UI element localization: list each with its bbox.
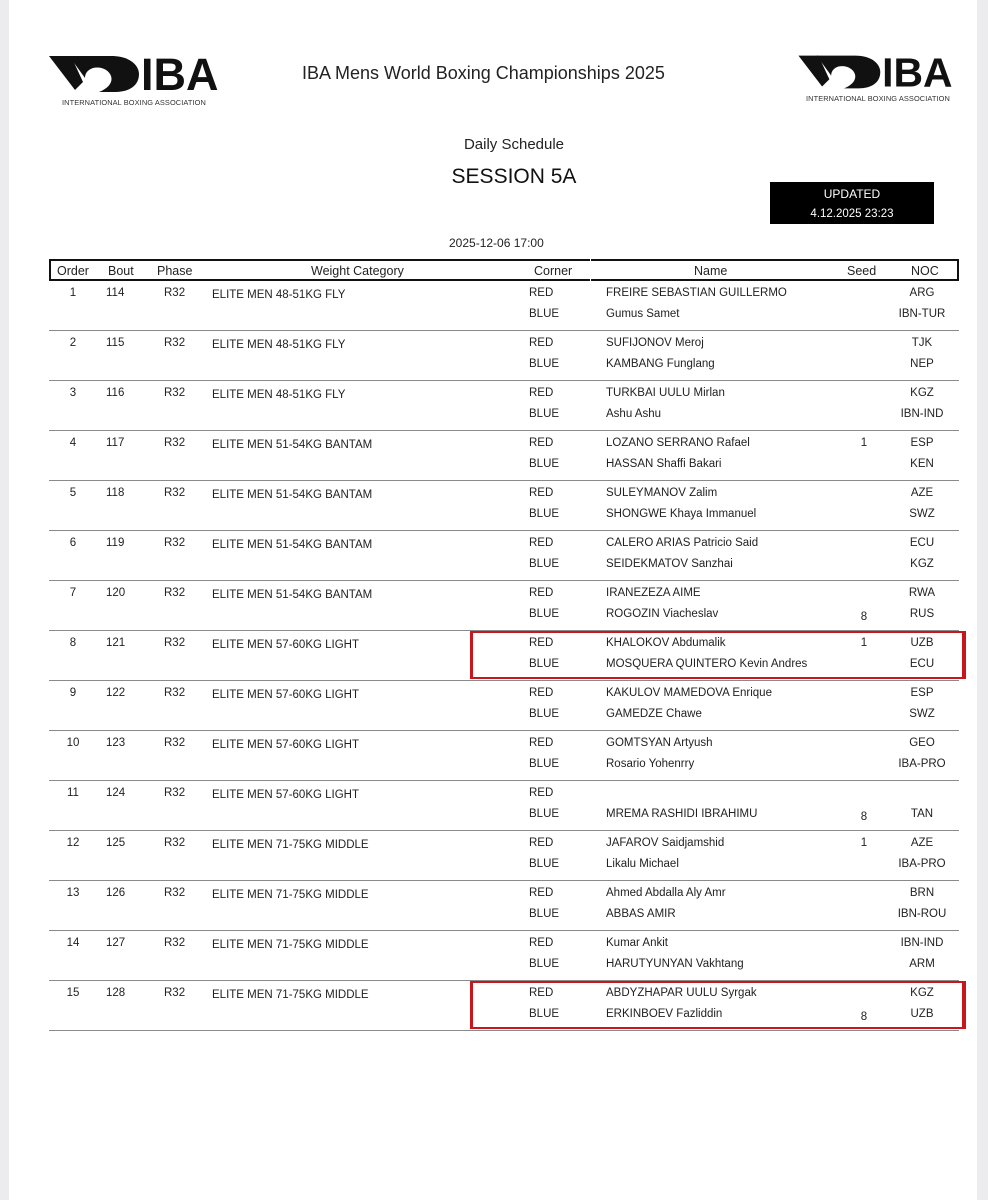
phase-cell: R32	[164, 637, 186, 649]
name-cell: FREIRE SEBASTIAN GUILLERMO	[606, 287, 787, 299]
name-cell: SULEYMANOV Zalim	[606, 487, 718, 499]
corner-cell: RED	[529, 487, 554, 499]
phase-cell: R32	[164, 887, 186, 899]
updated-label: UPDATED	[823, 187, 881, 201]
corner-cell: BLUE	[529, 458, 560, 470]
weight-category-cell: ELITE MEN 71-75KG MIDDLE	[212, 839, 369, 851]
name-cell: ABBAS AMIR	[606, 908, 676, 920]
noc-cell: TAN	[910, 808, 934, 820]
noc-cell: BRN	[909, 887, 935, 899]
noc-cell: ESP	[910, 437, 934, 449]
table-row	[49, 581, 959, 631]
phase-cell: R32	[164, 487, 186, 499]
name-cell: ROGOZIN Viacheslav	[606, 608, 719, 620]
bout-cell: 128	[106, 987, 126, 999]
name-cell: Ashu Ashu	[606, 408, 661, 420]
blue-corner-fighter	[49, 758, 959, 778]
name-cell: Kumar Ankit	[606, 937, 668, 949]
red-corner-fighter	[49, 537, 959, 557]
bout-cell: 120	[106, 587, 126, 599]
column-header-corner: Corner	[534, 264, 573, 278]
iba-emblem-icon	[49, 52, 224, 96]
noc-cell: SWZ	[909, 708, 935, 720]
corner-cell: RED	[529, 337, 554, 349]
corner-cell: RED	[529, 587, 554, 599]
order-cell: 2	[69, 337, 77, 349]
red-corner-fighter	[49, 787, 959, 807]
table-row	[49, 631, 959, 681]
corner-cell: BLUE	[529, 708, 560, 720]
order-cell: 11	[67, 787, 79, 799]
table-row	[49, 931, 959, 981]
corner-cell: RED	[529, 987, 554, 999]
weight-category-cell: ELITE MEN 57-60KG LIGHT	[212, 689, 359, 701]
bout-cell: 116	[106, 387, 125, 399]
corner-cell: BLUE	[529, 508, 560, 520]
iba-emblem-icon	[794, 52, 962, 92]
phase-cell: R32	[164, 537, 186, 549]
red-corner-fighter	[49, 637, 959, 657]
phase-cell: R32	[164, 337, 186, 349]
noc-cell: RWA	[908, 587, 936, 599]
noc-cell: IBA-PRO	[898, 758, 946, 770]
seed-cell: 8	[860, 811, 868, 823]
name-cell: KAMBANG Funglang	[606, 358, 715, 370]
noc-cell: ARG	[909, 287, 935, 299]
table-row	[49, 731, 959, 781]
phase-cell: R32	[164, 437, 186, 449]
name-cell: HASSAN Shaffi Bakari	[606, 458, 722, 470]
document-page	[9, 0, 977, 1200]
corner-cell: RED	[529, 637, 554, 649]
seed-cell: 8	[860, 611, 868, 623]
logo-caption: INTERNATIONAL BOXING ASSOCIATION	[806, 94, 950, 103]
noc-cell: RUS	[909, 608, 935, 620]
red-corner-fighter	[49, 837, 959, 857]
bout-cell: 123	[106, 737, 126, 749]
column-header-phase: Phase	[157, 264, 193, 278]
corner-cell: RED	[529, 537, 554, 549]
schedule-datetime: 2025-12-06 17:00	[449, 236, 544, 250]
name-cell: ABDYZHAPAR UULU Syrgak	[606, 987, 757, 999]
seed-cell: 8	[860, 1011, 868, 1023]
table-row	[49, 431, 959, 481]
corner-cell: RED	[529, 887, 554, 899]
order-cell: 13	[66, 887, 80, 899]
name-cell: MREMA RASHIDI IBRAHIMU	[606, 808, 758, 820]
name-cell: JAFAROV Saidjamshid	[606, 837, 725, 849]
column-header-seed: Seed	[847, 264, 877, 278]
blue-corner-fighter	[49, 958, 959, 978]
name-cell: LOZANO SERRANO Rafael	[606, 437, 750, 449]
order-cell: 4	[69, 437, 77, 449]
bout-cell: 121	[106, 637, 126, 649]
noc-cell: AZE	[910, 487, 934, 499]
noc-cell: IBN-IND	[900, 408, 944, 420]
noc-cell: IBN-TUR	[898, 308, 946, 320]
corner-cell: BLUE	[529, 1008, 560, 1020]
svg-text:IBA: IBA	[141, 52, 219, 96]
svg-text:IBA: IBA	[882, 52, 953, 92]
table-body	[49, 281, 959, 1031]
document-title: IBA Mens World Boxing Championships 2025	[302, 63, 665, 83]
name-cell: MOSQUERA QUINTERO Kevin Andres	[606, 658, 808, 670]
name-cell: KAKULOV MAMEDOVA Enrique	[606, 687, 772, 699]
noc-cell: GEO	[909, 737, 935, 749]
name-cell: HARUTYUNYAN Vakhtang	[606, 958, 744, 970]
table-row	[49, 281, 959, 331]
corner-cell: BLUE	[529, 608, 560, 620]
corner-cell: RED	[529, 287, 554, 299]
phase-cell: R32	[164, 737, 186, 749]
updated-date: 4.12.2025 23:23	[810, 208, 894, 220]
logo-caption: INTERNATIONAL BOXING ASSOCIATION	[62, 98, 206, 107]
order-cell: 1	[69, 287, 77, 299]
name-cell: IRANEZEZA AIME	[606, 587, 701, 599]
blue-corner-fighter	[49, 358, 959, 378]
blue-corner-fighter	[49, 408, 959, 428]
bout-cell: 122	[106, 687, 126, 699]
weight-category-cell: ELITE MEN 51-54KG BANTAM	[212, 489, 373, 501]
weight-category-cell: ELITE MEN 71-75KG MIDDLE	[212, 889, 369, 901]
name-cell: KHALOKOV Abdumalik	[606, 637, 726, 649]
bout-cell: 118	[106, 487, 125, 499]
phase-cell: R32	[164, 587, 186, 599]
name-cell: SUFIJONOV Meroj	[606, 337, 704, 349]
name-cell: Ahmed Abdalla Aly Amr	[606, 887, 726, 899]
corner-cell: RED	[529, 837, 554, 849]
order-cell: 5	[69, 487, 77, 499]
name-cell: Likalu Michael	[606, 858, 679, 870]
order-cell: 12	[66, 837, 80, 849]
table-row	[49, 331, 959, 381]
bout-cell: 127	[106, 937, 126, 949]
noc-cell: KGZ	[910, 558, 934, 570]
iba-logo-right	[794, 52, 962, 108]
weight-category-cell: ELITE MEN 51-54KG BANTAM	[212, 539, 373, 551]
order-cell: 8	[69, 637, 77, 649]
weight-category-cell: ELITE MEN 48-51KG FLY	[212, 389, 346, 401]
noc-cell: UZB	[910, 637, 934, 649]
blue-corner-fighter	[49, 458, 959, 478]
name-cell: ERKINBOEV Fazliddin	[606, 1008, 723, 1020]
corner-cell: RED	[529, 687, 554, 699]
blue-corner-fighter	[49, 658, 959, 678]
updated-badge	[770, 182, 934, 224]
corner-cell: RED	[529, 437, 554, 449]
phase-cell: R32	[164, 937, 186, 949]
red-corner-fighter	[49, 387, 959, 407]
column-header-order: Order	[57, 264, 89, 278]
corner-cell: BLUE	[529, 958, 560, 970]
column-header-noc: NOC	[911, 264, 939, 278]
order-cell: 9	[69, 687, 77, 699]
corner-cell: BLUE	[529, 308, 560, 320]
corner-cell: BLUE	[529, 758, 560, 770]
corner-cell: BLUE	[529, 358, 560, 370]
corner-cell: BLUE	[529, 408, 560, 420]
table-row	[49, 381, 959, 431]
noc-cell: KEN	[910, 458, 934, 470]
weight-category-cell: ELITE MEN 71-75KG MIDDLE	[212, 989, 369, 1001]
corner-cell: RED	[529, 937, 554, 949]
red-corner-fighter	[49, 737, 959, 757]
noc-cell: KGZ	[910, 987, 934, 999]
corner-cell: RED	[529, 387, 554, 399]
phase-cell: R32	[164, 287, 186, 299]
weight-category-cell: ELITE MEN 51-54KG BANTAM	[212, 439, 373, 451]
corner-cell: BLUE	[529, 658, 560, 670]
table-row	[49, 781, 959, 831]
red-corner-fighter	[49, 887, 959, 907]
weight-category-cell: ELITE MEN 71-75KG MIDDLE	[212, 939, 369, 951]
corner-cell: BLUE	[529, 908, 560, 920]
noc-cell: ECU	[909, 537, 935, 549]
table-row	[49, 681, 959, 731]
red-corner-fighter	[49, 437, 959, 457]
noc-cell: ESP	[910, 687, 934, 699]
schedule-table	[49, 259, 959, 1031]
blue-corner-fighter	[49, 558, 959, 578]
corner-cell: RED	[529, 787, 554, 799]
iba-logo-left	[49, 52, 224, 110]
name-cell: TURKBAI UULU Mirlan	[606, 387, 725, 399]
name-cell: GAMEDZE Chawe	[606, 708, 702, 720]
order-cell: 6	[69, 537, 77, 549]
phase-cell: R32	[164, 387, 186, 399]
table-row	[49, 881, 959, 931]
phase-cell: R32	[164, 987, 186, 999]
noc-cell: UZB	[910, 1008, 934, 1020]
weight-category-cell: ELITE MEN 57-60KG LIGHT	[212, 789, 359, 801]
red-corner-fighter	[49, 587, 959, 607]
blue-corner-fighter	[49, 608, 959, 628]
name-cell: SHONGWE Khaya Immanuel	[606, 508, 757, 520]
noc-cell: TJK	[911, 337, 933, 349]
noc-cell: ARM	[909, 958, 935, 970]
bout-cell: 114	[106, 287, 125, 299]
noc-cell: SWZ	[909, 508, 935, 520]
name-cell: SEIDEKMATOV Sanzhai	[606, 558, 733, 570]
red-corner-fighter	[49, 687, 959, 707]
bout-cell: 126	[106, 887, 126, 899]
corner-cell: RED	[529, 737, 554, 749]
noc-cell: KGZ	[910, 387, 934, 399]
name-cell: Gumus Samet	[606, 308, 680, 320]
column-header-name: Name	[694, 264, 728, 278]
red-corner-fighter	[49, 287, 959, 307]
bout-cell: 115	[106, 337, 125, 349]
phase-cell: R32	[164, 787, 186, 799]
table-row	[49, 981, 959, 1031]
order-cell: 14	[66, 937, 80, 949]
table-row	[49, 531, 959, 581]
blue-corner-fighter	[49, 508, 959, 528]
noc-cell: IBN-ROU	[897, 908, 947, 920]
corner-cell: BLUE	[529, 558, 560, 570]
blue-corner-fighter	[49, 1008, 959, 1028]
table-header	[49, 259, 959, 281]
order-cell: 10	[66, 737, 80, 749]
blue-corner-fighter	[49, 808, 959, 828]
table-row	[49, 831, 959, 881]
corner-cell: BLUE	[529, 808, 560, 820]
session-title: SESSION 5A	[451, 165, 577, 188]
noc-cell: AZE	[910, 837, 934, 849]
noc-cell: NEP	[910, 358, 934, 370]
corner-cell: BLUE	[529, 858, 560, 870]
phase-cell: R32	[164, 687, 186, 699]
blue-corner-fighter	[49, 308, 959, 328]
weight-category-cell: ELITE MEN 57-60KG LIGHT	[212, 639, 359, 651]
weight-category-cell: ELITE MEN 48-51KG FLY	[212, 339, 346, 351]
seed-cell: 1	[860, 837, 868, 849]
noc-cell: ECU	[909, 658, 935, 670]
table-row	[49, 481, 959, 531]
column-header-bout: Bout	[108, 264, 134, 278]
bout-cell: 125	[106, 837, 126, 849]
red-corner-fighter	[49, 937, 959, 957]
red-corner-fighter	[49, 337, 959, 357]
order-cell: 7	[69, 587, 77, 599]
red-corner-fighter	[49, 487, 959, 507]
order-cell: 15	[66, 987, 80, 999]
seed-cell: 1	[860, 637, 868, 649]
red-corner-fighter	[49, 987, 959, 1007]
order-cell: 3	[69, 387, 77, 399]
blue-corner-fighter	[49, 908, 959, 928]
header-divider	[590, 259, 591, 281]
bout-cell: 124	[106, 787, 126, 799]
noc-cell: IBA-PRO	[898, 858, 946, 870]
weight-category-cell: ELITE MEN 51-54KG BANTAM	[212, 589, 373, 601]
phase-cell: R32	[164, 837, 186, 849]
seed-cell: 1	[860, 437, 868, 449]
weight-category-cell: ELITE MEN 48-51KG FLY	[212, 289, 346, 301]
blue-corner-fighter	[49, 708, 959, 728]
schedule-subtitle: Daily Schedule	[463, 136, 565, 153]
bout-cell: 119	[106, 537, 125, 549]
name-cell: Rosario Yohenrry	[606, 758, 695, 770]
name-cell: GOMTSYAN Artyush	[606, 737, 713, 749]
noc-cell: IBN-IND	[900, 937, 944, 949]
blue-corner-fighter	[49, 858, 959, 878]
weight-category-cell: ELITE MEN 57-60KG LIGHT	[212, 739, 359, 751]
name-cell: CALERO ARIAS Patricio Said	[606, 537, 759, 549]
bout-cell: 117	[106, 437, 125, 449]
column-header-weight-category: Weight Category	[311, 264, 404, 278]
